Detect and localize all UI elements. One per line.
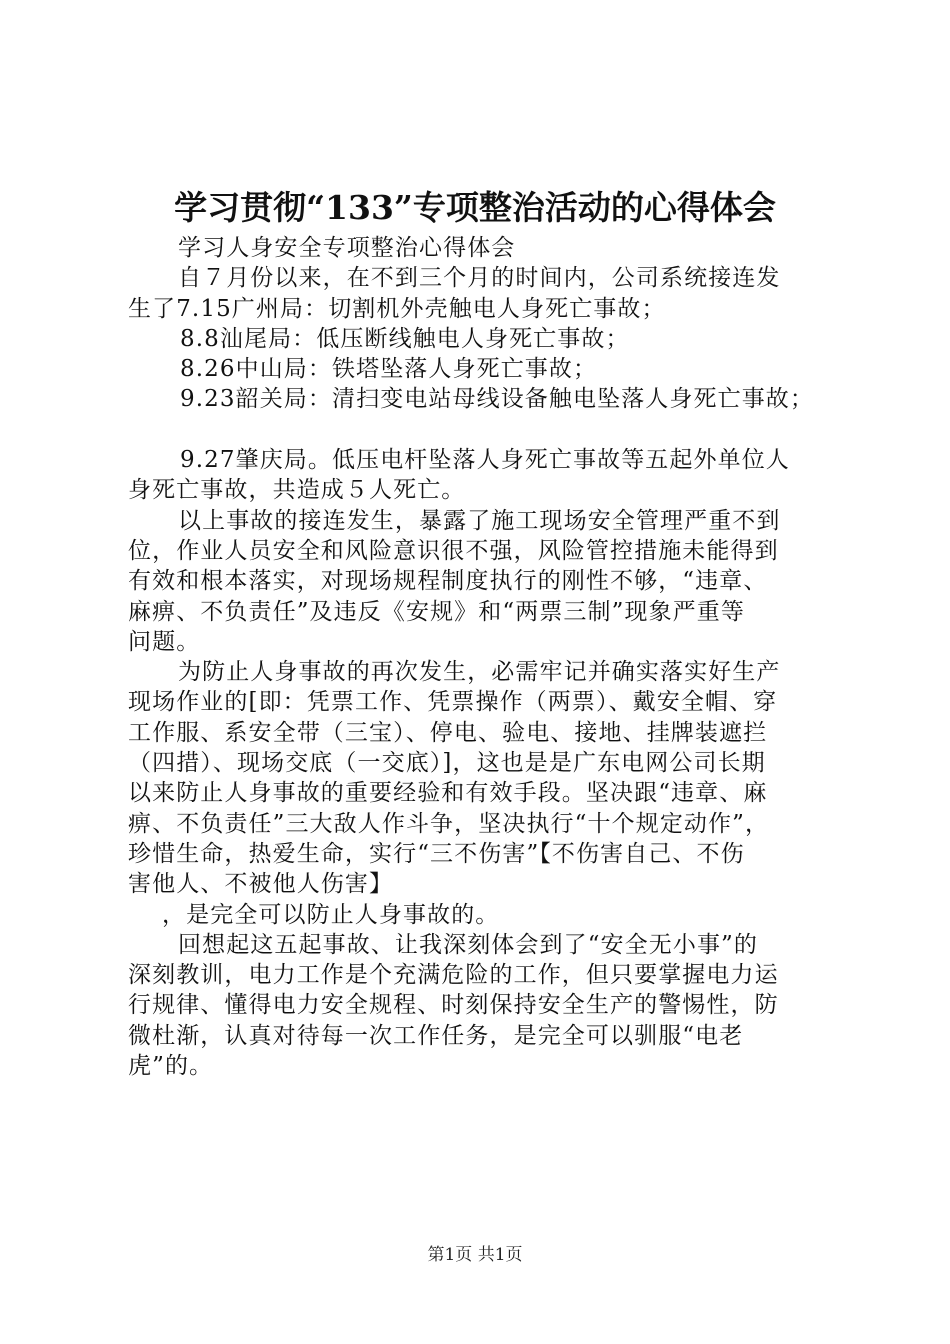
body-line: 工作服、系安全带（三宝）、停电、验电、接地、挂牌装遮拦 bbox=[128, 719, 768, 746]
body-line: 8.26中山局：铁塔坠落人身死亡事故； bbox=[180, 356, 598, 383]
blank-line bbox=[128, 415, 848, 445]
body-line: 8.8汕尾局：低压断线触电人身死亡事故； bbox=[180, 325, 630, 352]
body-line: 身死亡事故，共造成５人死亡。 bbox=[128, 477, 466, 504]
body-line: 麻痹、不负责任”及违反《安规》和“两票三制”现象严重等 bbox=[128, 598, 745, 625]
body-line: 学习人身安全专项整治心得体会 bbox=[178, 235, 516, 261]
body-line: 以来防止人身事故的重要经验和有效手段。坚决跟“违章、麻 bbox=[128, 780, 768, 807]
body-line: 生了7.15广州局：切割机外壳触电人身死亡事故； bbox=[128, 295, 666, 322]
body-line: 回想起这五起事故、让我深刻体会到了“安全无小事”的 bbox=[178, 931, 759, 958]
body-line: 问题。 bbox=[128, 628, 201, 655]
body-line: 现场作业的[即：凭票工作、凭票操作（两票）、戴安全帽、穿 bbox=[128, 689, 778, 716]
body-line: 9.23韶关局：清扫变电站母线设备触电坠落人身死亡事故； bbox=[180, 386, 815, 413]
body-line: 害他人、不被他人伤害】 bbox=[128, 871, 394, 898]
body-line: 为防止人身事故的再次发生，必需牢记并确实落实好生产 bbox=[178, 659, 781, 686]
body-line: 珍惜生命，热爱生命，实行“三不伤害”【不伤害自己、不伤 bbox=[128, 840, 745, 867]
body-line: 行规律、懂得电力安全规程、时刻保持安全生产的警惕性，防 bbox=[128, 992, 779, 1019]
body-line: 自７月份以来，在不到三个月的时间内，公司系统接连发 bbox=[178, 265, 781, 292]
body-line: ，是完全可以防止人身事故的。 bbox=[162, 901, 500, 928]
page-footer: 第1页 共1页 bbox=[427, 1245, 523, 1265]
body-line: 虎”的。 bbox=[128, 1053, 214, 1080]
body-line: 痹、不负责任”三大敌人作斗争，坚决执行“十个规定动作”， bbox=[128, 810, 770, 837]
body-line: 微杜渐，认真对待每一次工作任务，是完全可以驯服“电老 bbox=[128, 1022, 744, 1049]
document-body bbox=[128, 233, 848, 1081]
body-line: 有效和根本落实，对现场规程制度执行的刚性不够，“违章、 bbox=[128, 568, 768, 595]
body-line: 9.27肇庆局。低压电杆坠落人身死亡事故等五起外单位人 bbox=[180, 447, 790, 474]
body-line: 以上事故的接连发生，暴露了施工现场安全管理严重不到 bbox=[178, 507, 781, 534]
document-title: 学习贯彻“133”专项整治活动的心得体会 bbox=[174, 188, 776, 227]
body-line: 深刻教训，电力工作是个充满危险的工作，但只要掌握电力运 bbox=[128, 962, 779, 989]
body-line: 位，作业人员安全和风险意识很不强，风险管控措施未能得到 bbox=[128, 537, 779, 564]
body-line: （四措）、现场交底（一交底）]，这也是是广东电网公司长期 bbox=[128, 750, 766, 777]
